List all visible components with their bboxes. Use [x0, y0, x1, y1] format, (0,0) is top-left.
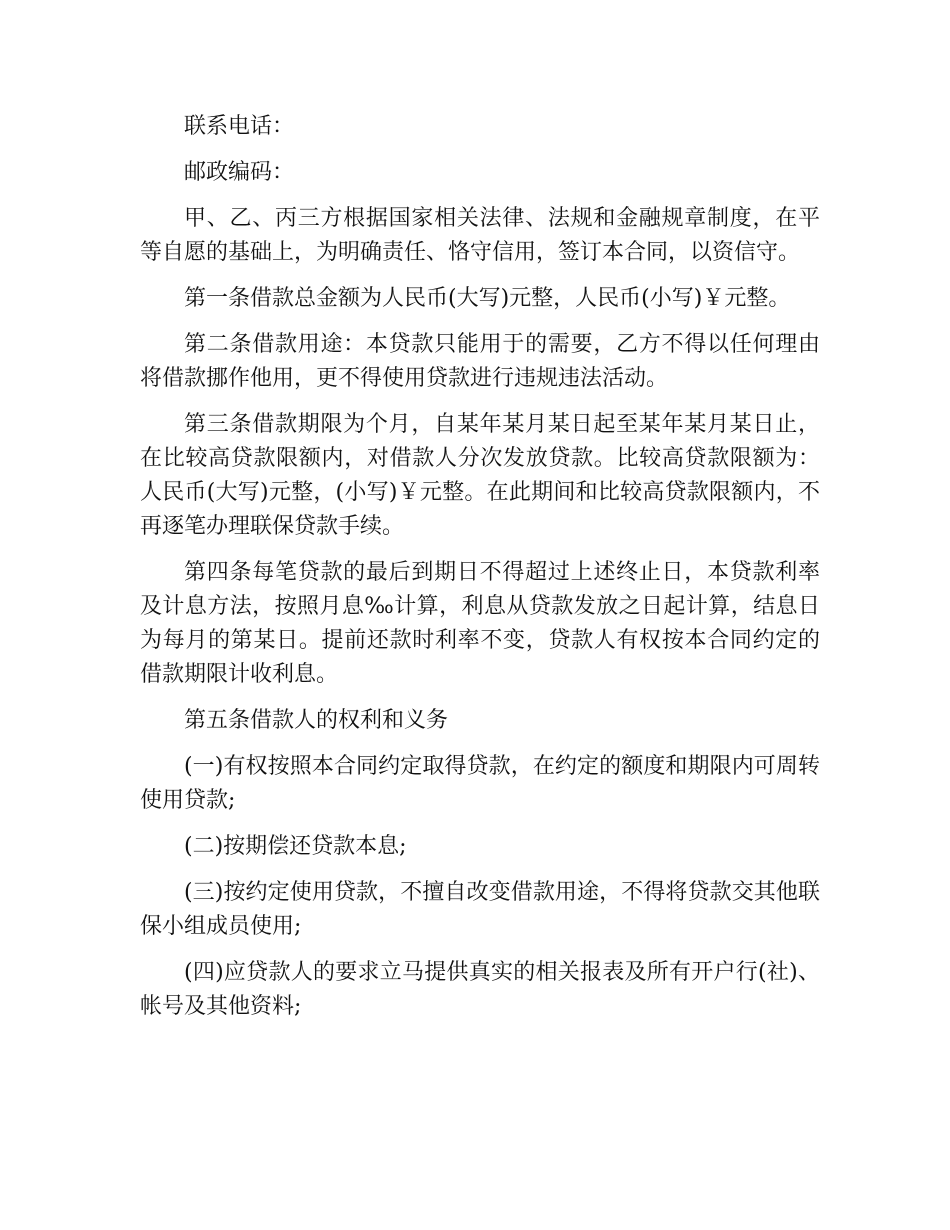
article-5-heading: 第五条借款人的权利和义务 [184, 708, 449, 733]
article-4-paragraph: 第四条每笔贷款的最后到期日不得超过上述终止日，本贷款利率及计息方法，按照月息‰计算，利息从贷款发放之日起计算，结息日为每月的第某日。提前还款时利率不变，贷款人有权按本合同约定的借款期限计收利息。 [140, 560, 820, 687]
article-1-paragraph: 第一条借款总金额为人民币(大写)元整，人民币(小写)￥元整。 [184, 286, 791, 311]
postal-code-line: 邮政编码： [184, 160, 295, 185]
article-3-paragraph: 第三条借款期限为个月，自某年某月某日起至某年某月某日止，在比较高贷款限额内，对借款人分次发放贷款。比较高贷款限额为：人民币(大写)元整，(小写)￥元整。在此期间和比较高贷款限额内，不再逐笔办理联保贷款手续。 [140, 412, 820, 539]
article-5-item-1: (一)有权按照本合同约定取得贷款，在约定的额度和期限内可周转使用贷款; [140, 754, 820, 813]
contact-phone-line: 联系电话： [184, 114, 295, 139]
article-5-item-3: (三)按约定使用贷款，不擅自改变借款用途，不得将贷款交其他联保小组成员使用; [140, 880, 820, 939]
preamble-paragraph: 甲、乙、丙三方根据国家相关法律、法规和金融规章制度，在平等自愿的基础上，为明确责任、恪守信用，签订本合同，以资信守。 [140, 206, 820, 265]
document-body [140, 110, 820, 1036]
article-5-item-2: (二)按期偿还贷款本息; [184, 834, 407, 859]
article-5-item-4: (四)应贷款人的要求立马提供真实的相关报表及所有开户行(社)、帐号及其他资料; [140, 960, 820, 1019]
article-2-paragraph: 第二条借款用途：本贷款只能用于的需要，乙方不得以任何理由将借款挪作他用，更不得使用贷款进行违规违法活动。 [140, 332, 820, 391]
